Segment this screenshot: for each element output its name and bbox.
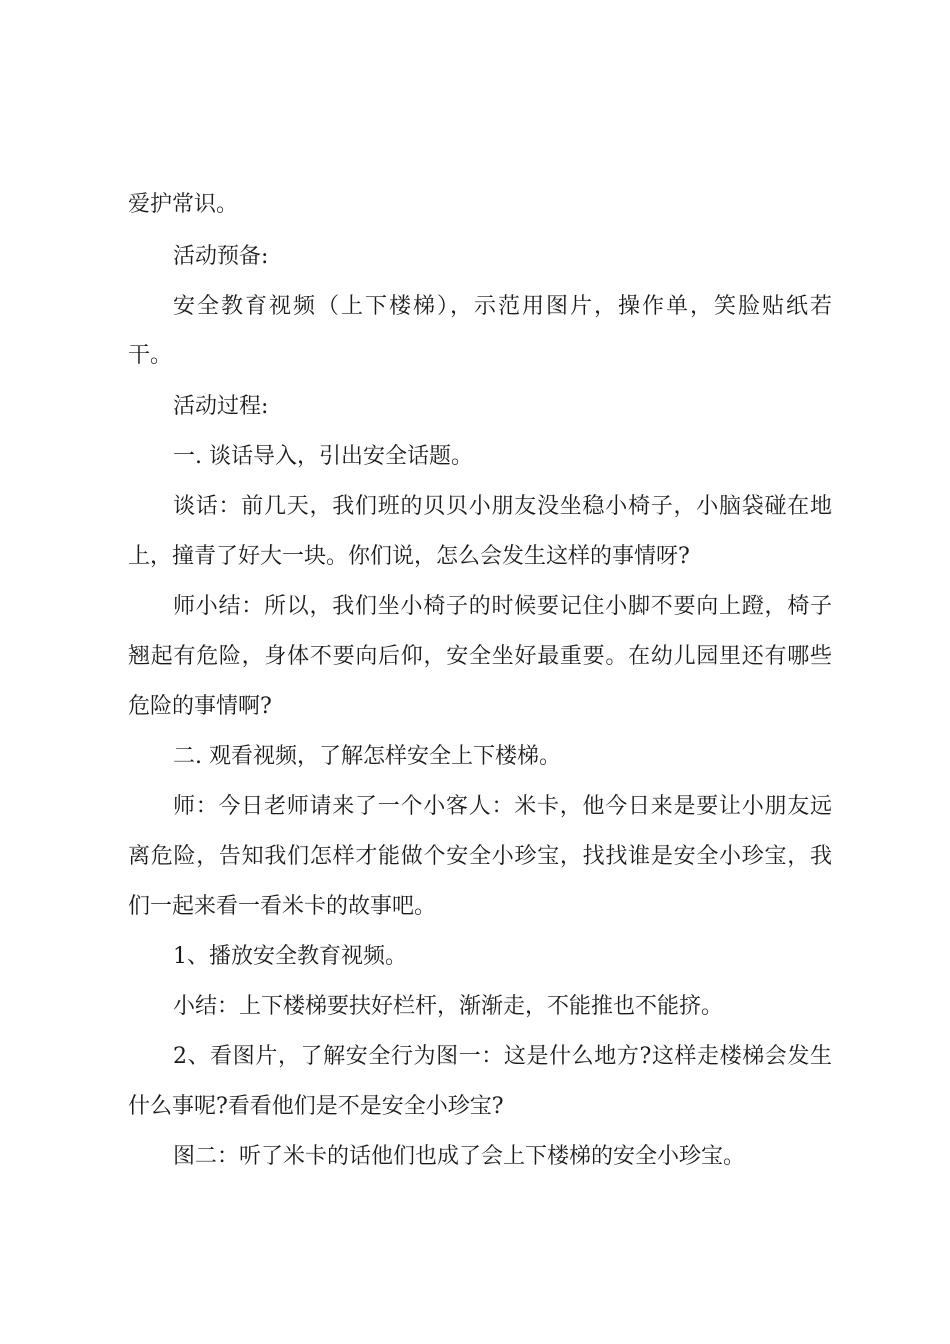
text-line: 师：今日老师请来了一个小客人：米卡，他今日来是要让小朋友远 bbox=[173, 794, 832, 819]
text-line: 什么事呢?看看他们是不是安全小珍宝? bbox=[128, 1094, 504, 1119]
list-item: 1、播放安全教育视频。 bbox=[173, 944, 407, 969]
text-line: 们一起来看一看米卡的故事吧。 bbox=[128, 894, 437, 919]
step-heading: 一. 谈话导入，引出安全话题。 bbox=[173, 444, 473, 469]
text-line: 师小结：所以，我们坐小椅子的时候要记住小脚不要向上蹬，椅子 bbox=[173, 594, 832, 619]
text-line: 谈话：前几天，我们班的贝贝小朋友没坐稳小椅子，小脑袋碰在地 bbox=[173, 494, 832, 519]
section-heading: 活动预备: bbox=[173, 244, 269, 269]
text-line: 图二：听了米卡的话他们也成了会上下楼梯的安全小珍宝。 bbox=[173, 1144, 746, 1169]
list-item: 2、看图片，了解安全行为图一：这是什么地方?这样走楼梯会发生 bbox=[173, 1044, 832, 1069]
text-line: 上，撞青了好大一块。你们说，怎么会发生这样的事情呀? bbox=[128, 544, 690, 569]
section-heading: 活动过程: bbox=[173, 394, 269, 419]
text-line: 干。 bbox=[128, 343, 173, 368]
text-line: 小结：上下楼梯要扶好栏杆，渐渐走，不能推也不能挤。 bbox=[173, 994, 724, 1019]
text-line: 安全教育视频（上下楼梯），示范用图片，操作单，笑脸贴纸若 bbox=[173, 294, 832, 319]
text-line: 翘起有危险，身体不要向后仰，安全坐好最重要。在幼儿园里还有哪些 bbox=[128, 644, 832, 669]
step-heading: 二. 观看视频，了解怎样安全上下楼梯。 bbox=[173, 744, 561, 769]
text-line: 爱护常识。 bbox=[128, 192, 239, 217]
text-line: 离危险，告知我们怎样才能做个安全小珍宝，找找谁是安全小珍宝，我 bbox=[128, 844, 832, 869]
text-line: 危险的事情啊? bbox=[128, 694, 272, 719]
